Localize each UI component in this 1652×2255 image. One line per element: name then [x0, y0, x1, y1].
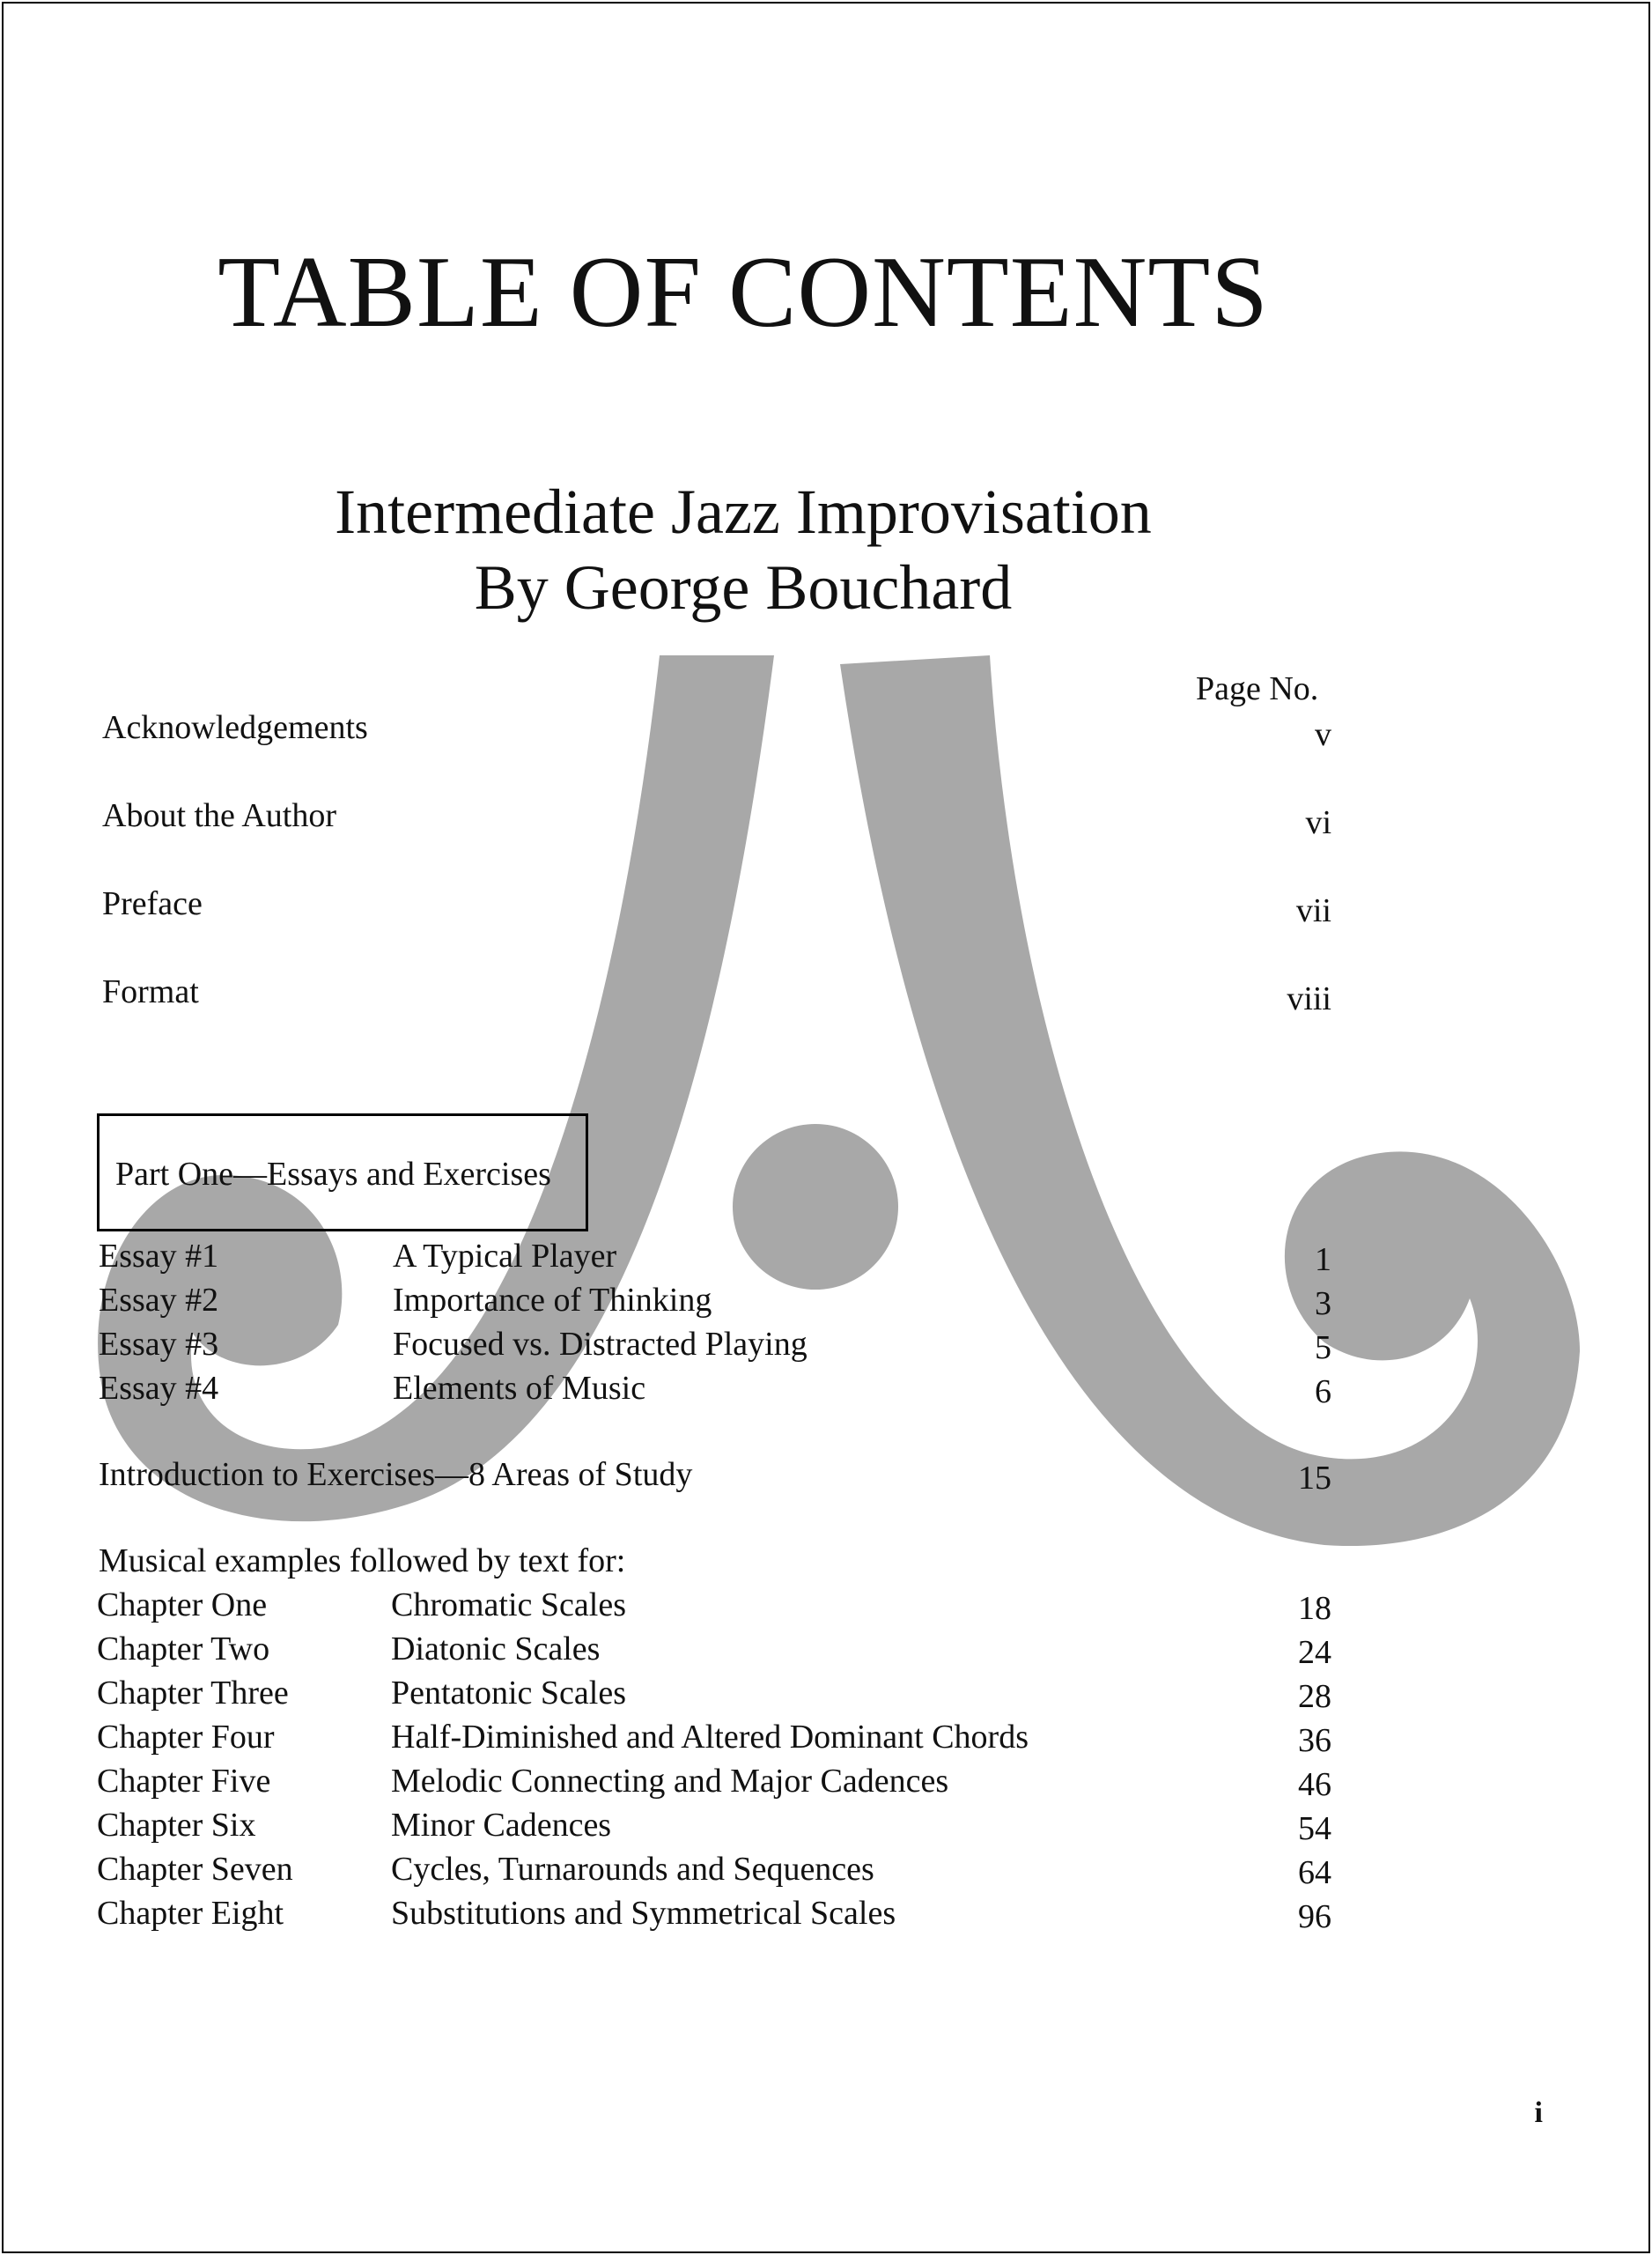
toc-entry-label: Acknowledgements	[102, 709, 368, 746]
essay-title: A Typical Player	[393, 1238, 617, 1275]
book-author: By George Bouchard	[474, 552, 1013, 623]
chapter-title: Pentatonic Scales	[391, 1675, 626, 1712]
chapter-label: Chapter Six	[97, 1807, 256, 1844]
essay-title: Focused vs. Distracted Playing	[393, 1326, 808, 1363]
essay-label: Essay #3	[99, 1326, 219, 1363]
page-title: TABLE OF CONTENTS	[218, 236, 1269, 349]
essay-page: 5	[1315, 1329, 1331, 1366]
toc-entry-page: vi	[1305, 804, 1331, 841]
chapter-label: Chapter Five	[97, 1763, 271, 1800]
essay-label: Essay #4	[99, 1370, 219, 1407]
chapter-title: Melodic Connecting and Major Cadences	[391, 1763, 949, 1800]
essay-label: Essay #2	[99, 1282, 219, 1319]
chapter-page: 36	[1298, 1722, 1331, 1759]
introduction-page: 15	[1298, 1460, 1331, 1497]
chapter-page: 18	[1298, 1590, 1331, 1627]
chapter-label: Chapter Eight	[97, 1895, 284, 1932]
chapter-label: Chapter Four	[97, 1719, 275, 1756]
chapters-intro-text: Musical examples followed by text for:	[99, 1542, 626, 1579]
essay-title: Importance of Thinking	[393, 1282, 712, 1319]
chapter-page: 64	[1298, 1854, 1331, 1891]
chapter-title: Chromatic Scales	[391, 1586, 626, 1623]
toc-entry-label: Format	[102, 973, 199, 1010]
book-title: Intermediate Jazz Improvisation	[335, 477, 1152, 547]
chapter-page: 54	[1298, 1810, 1331, 1847]
essay-label: Essay #1	[99, 1238, 219, 1275]
document-page	[2, 2, 1650, 2253]
chapter-title: Diatonic Scales	[391, 1630, 601, 1667]
chapter-label: Chapter Three	[97, 1675, 289, 1712]
toc-entry-page: v	[1315, 716, 1331, 753]
toc-entry-label: Preface	[102, 885, 203, 922]
part-one-heading: Part One—Essays and Exercises	[115, 1156, 551, 1193]
chapter-label: Chapter Seven	[97, 1851, 293, 1888]
introduction-entry: Introduction to Exercises—8 Areas of Study	[99, 1456, 693, 1493]
toc-entry-page: vii	[1295, 892, 1331, 929]
chapter-page: 46	[1298, 1766, 1331, 1803]
essay-page: 3	[1315, 1285, 1331, 1322]
essay-page: 1	[1315, 1241, 1331, 1278]
page-folio: i	[1534, 2096, 1543, 2129]
chapter-page: 28	[1298, 1678, 1331, 1715]
part-one-heading-box	[97, 1113, 588, 1231]
chapter-title: Minor Cadences	[391, 1807, 612, 1844]
chapter-page: 24	[1298, 1634, 1331, 1671]
page-number-header: Page No.	[1196, 670, 1319, 707]
toc-entry-label: About the Author	[102, 797, 336, 834]
chapter-label: Chapter Two	[97, 1630, 270, 1667]
chapter-title: Half-Diminished and Altered Dominant Chords	[391, 1719, 1029, 1756]
toc-entry-page: viii	[1287, 980, 1331, 1017]
chapter-title: Cycles, Turnarounds and Sequences	[391, 1851, 874, 1888]
essay-page: 6	[1315, 1373, 1331, 1410]
chapter-label: Chapter One	[97, 1586, 268, 1623]
essay-title: Elements of Music	[393, 1370, 646, 1407]
chapter-page: 96	[1298, 1898, 1331, 1935]
chapter-title: Substitutions and Symmetrical Scales	[391, 1895, 896, 1932]
